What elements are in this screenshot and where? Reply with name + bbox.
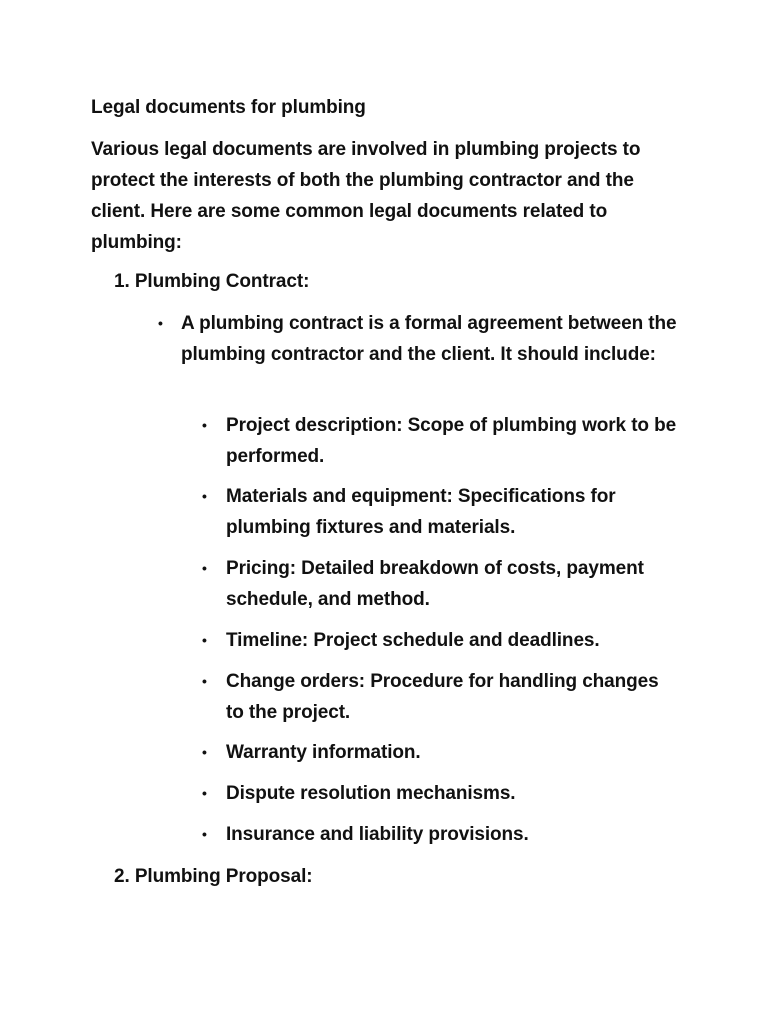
list-item: Change orders: Procedure for handling changes to the project.	[226, 671, 659, 723]
contract-description: A plumbing contract is a formal agreement between the plumbing contractor and the client. It should include:	[181, 313, 677, 365]
list-item: Pricing: Detailed breakdown of costs, payment schedule, and method.	[226, 558, 644, 610]
bullet-marker: •	[202, 488, 207, 504]
list-item: Materials and equipment: Specifications for plumbing fixtures and materials.	[226, 486, 616, 538]
bullet-marker: •	[202, 826, 207, 842]
bullet-marker: •	[202, 744, 207, 760]
section-heading-plumbing-contract: 1. Plumbing Contract:	[114, 271, 310, 292]
bullet-marker: •	[202, 673, 207, 689]
section-heading-plumbing-proposal: 2. Plumbing Proposal:	[114, 866, 313, 887]
bullet-marker: •	[158, 315, 163, 331]
document-title: Legal documents for plumbing	[91, 97, 366, 118]
intro-paragraph: Various legal documents are involved in plumbing projects to protect the interests of both the plumbing contractor and the client. Here are some common legal documents related to plumbing:	[91, 139, 641, 253]
list-item: Timeline: Project schedule and deadlines.	[226, 630, 600, 651]
bullet-marker: •	[202, 785, 207, 801]
list-item: Project description: Scope of plumbing work to be performed.	[226, 415, 677, 467]
bullet-marker: •	[202, 560, 207, 576]
bullet-marker: •	[202, 632, 207, 648]
bullet-marker: •	[202, 417, 207, 433]
list-item: Insurance and liability provisions.	[226, 824, 529, 845]
list-item: Warranty information.	[226, 742, 421, 763]
list-item: Dispute resolution mechanisms.	[226, 783, 516, 804]
